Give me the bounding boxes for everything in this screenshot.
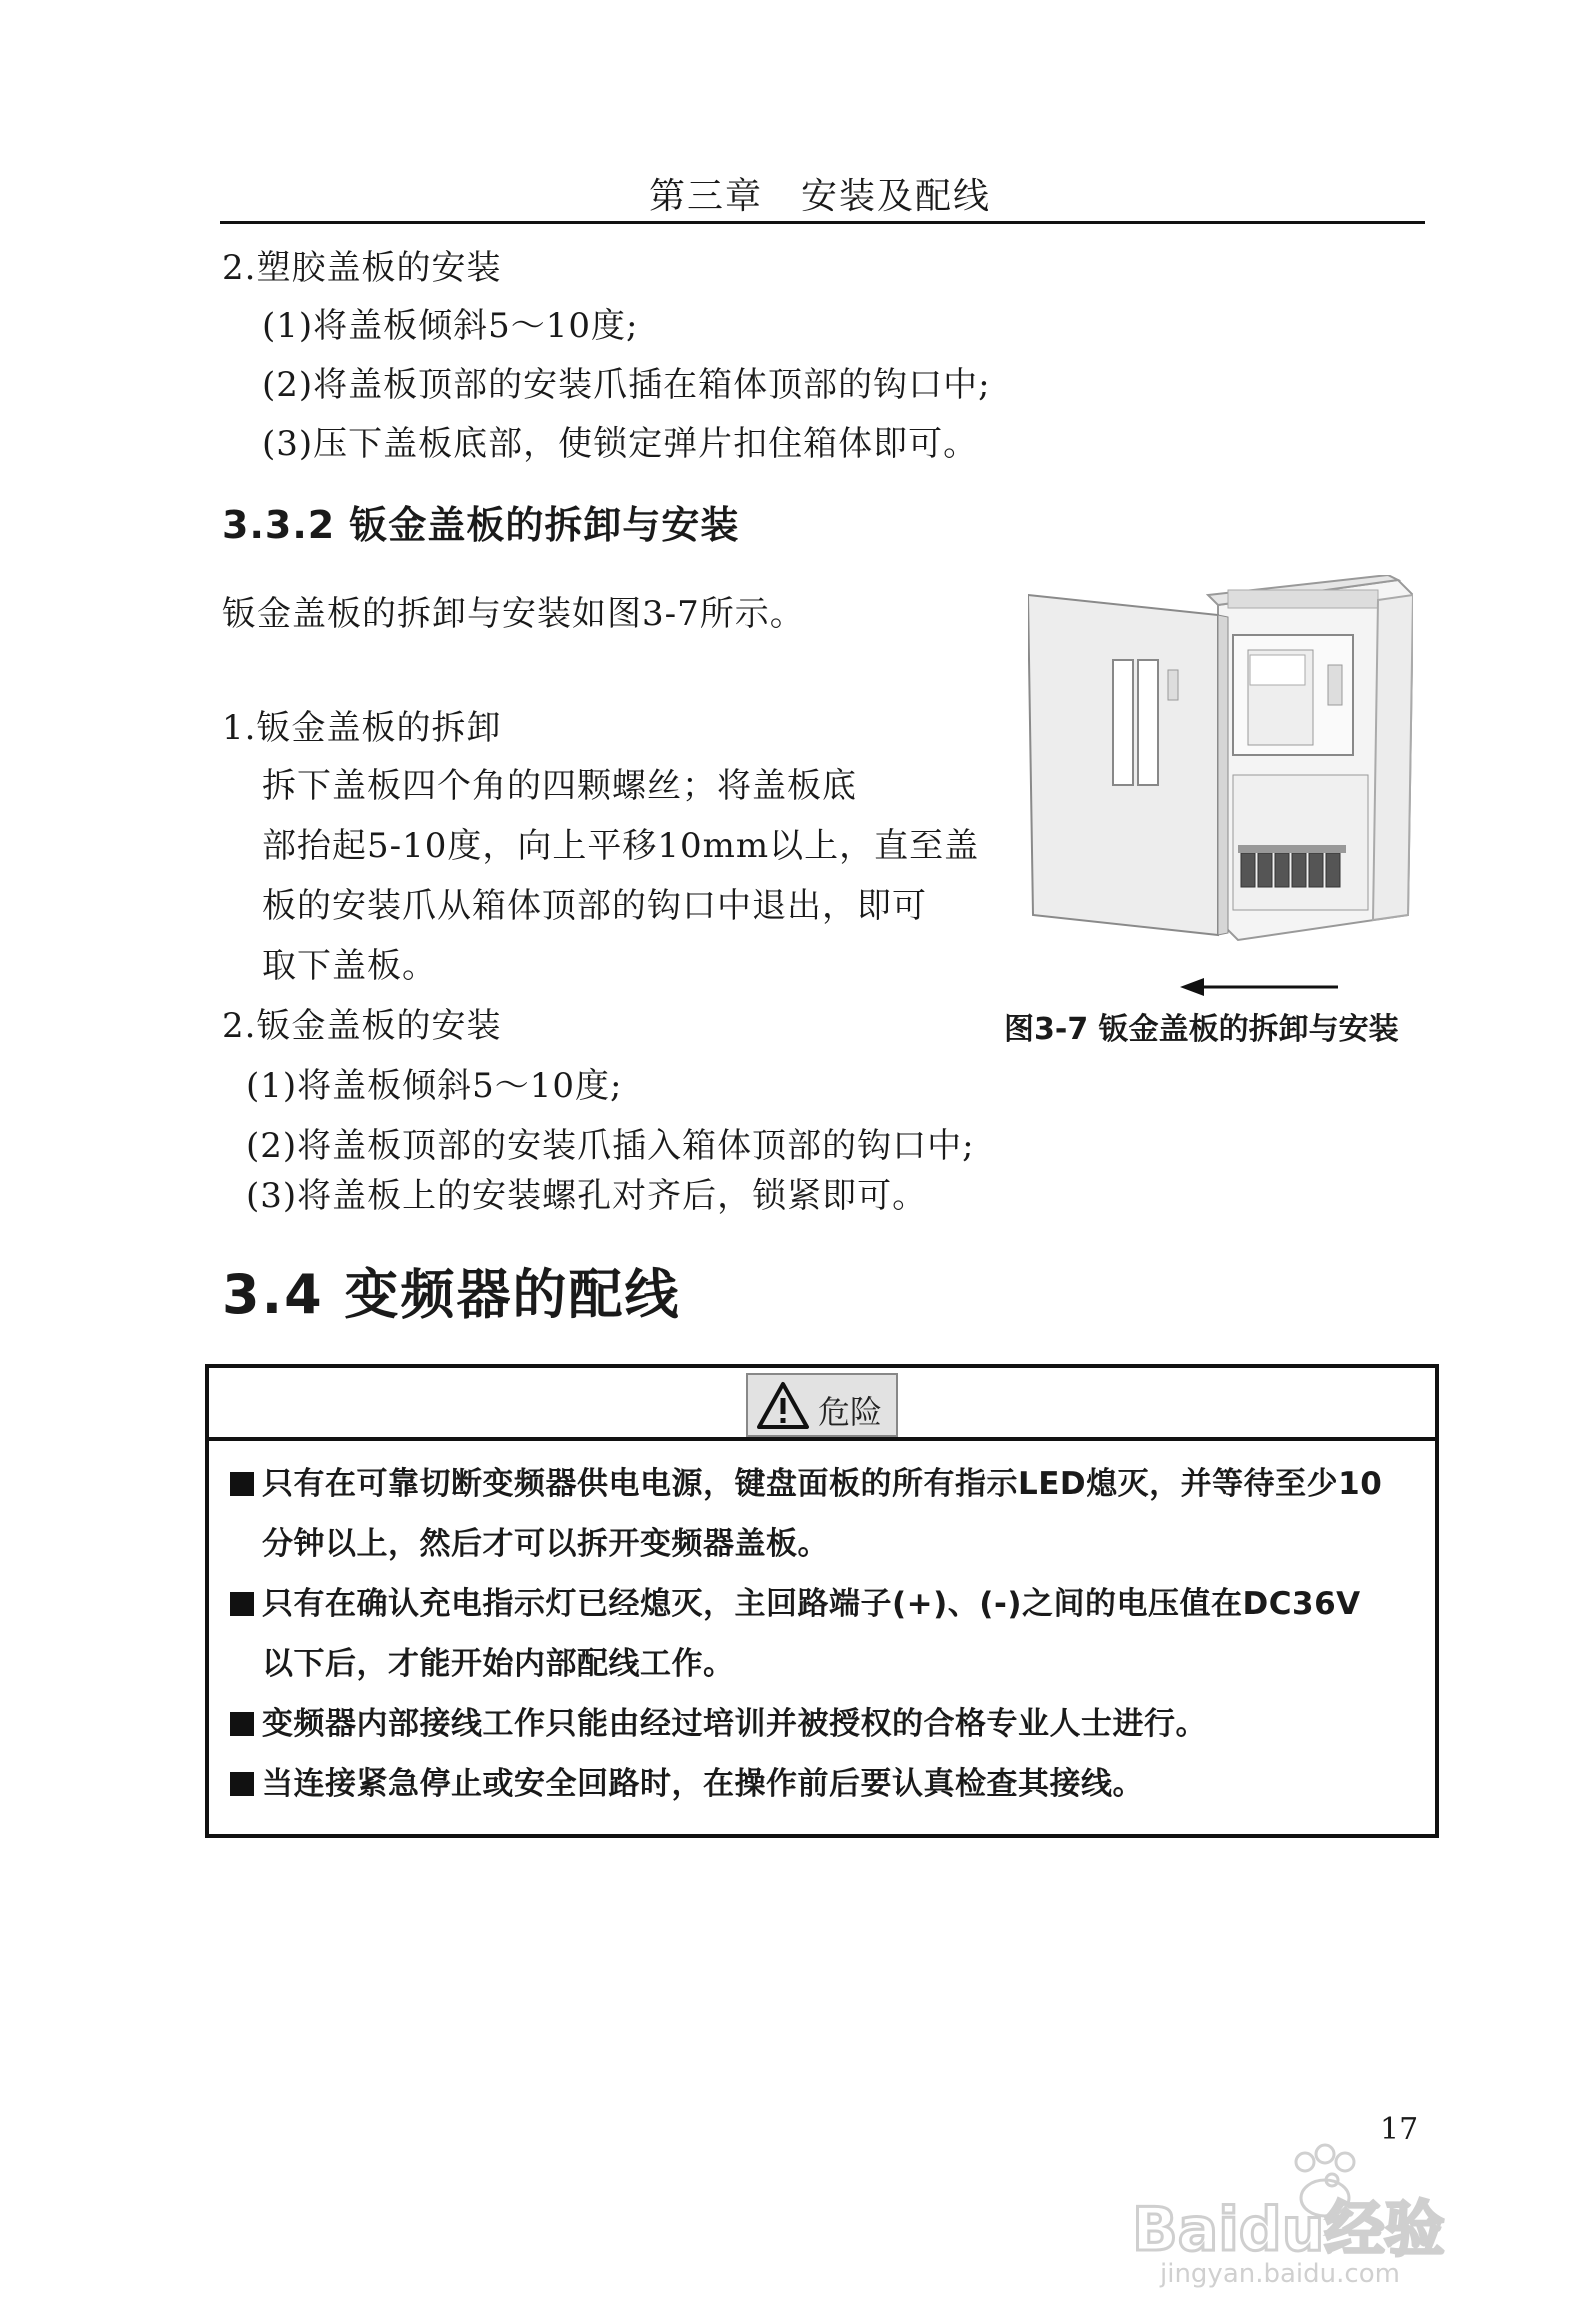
plastic-install-step-1: (1)将盖板倾斜5～10度;	[262, 306, 639, 346]
metal-install-step-3: (3)将盖板上的安装螺孔对齐后，锁紧即可。	[246, 1176, 928, 1216]
baidu-jingyan-watermark	[1120, 2140, 1500, 2290]
removal-heading: 1.钣金盖板的拆卸	[222, 708, 502, 748]
danger-line-3: 变频器内部接线工作只能由经过培训并被授权的合格专业人士进行。	[230, 1698, 1207, 1743]
svg-text:Baidu经验: Baidu经验	[1132, 2195, 1445, 2265]
danger-badge	[746, 1373, 898, 1437]
inverter-cover-figure	[1028, 575, 1413, 945]
figure-caption: 图3-7 钣金盖板的拆卸与安装	[1004, 1012, 1399, 1047]
section-332-heading: 3.3.2 钣金盖板的拆卸与安装	[222, 503, 740, 547]
removal-line-3: 板的安装爪从箱体顶部的钩口中退出，即可	[262, 886, 927, 926]
danger-line-1: 只有在可靠切断变频器供电电源，键盘面板的所有指示LED熄灭，并等待至少10	[230, 1458, 1382, 1503]
warning-triangle-icon	[756, 1381, 810, 1431]
danger-label: 危险	[818, 1393, 883, 1431]
direction-arrow-icon	[1180, 975, 1340, 999]
removal-line-1: 拆下盖板四个角的四颗螺丝；将盖板底	[262, 766, 857, 806]
header-rule	[220, 221, 1425, 224]
plastic-install-heading: 2.塑胶盖板的安装	[222, 248, 502, 288]
removal-line-4: 取下盖板。	[262, 946, 437, 986]
danger-line-1-cont: 分钟以上，然后才可以拆开变频器盖板。	[262, 1526, 829, 1562]
plastic-install-step-2: (2)将盖板顶部的安装爪插在箱体顶部的钩口中;	[262, 365, 991, 405]
danger-box-divider	[205, 1437, 1439, 1441]
danger-line-4: 当连接紧急停止或安全回路时，在操作前后要认真检查其接线。	[230, 1758, 1144, 1803]
bullet-icon	[230, 1772, 254, 1796]
page-number: 17	[1380, 2112, 1419, 2147]
bullet-icon	[230, 1592, 254, 1616]
bullet-icon	[230, 1712, 254, 1736]
danger-line-2: 只有在确认充电指示灯已经熄灭，主回路端子(+)、(-)之间的电压值在DC36V	[230, 1578, 1361, 1623]
svg-text:jingyan.baidu.com: jingyan.baidu.com	[1160, 2259, 1400, 2289]
section-332-intro: 钣金盖板的拆卸与安装如图3-7所示。	[222, 594, 805, 634]
plastic-install-step-3: (3)压下盖板底部，使锁定弹片扣住箱体即可。	[262, 424, 979, 464]
metal-install-step-1: (1)将盖板倾斜5～10度;	[246, 1066, 623, 1106]
removal-line-2: 部抬起5-10度，向上平移10mm以上，直至盖	[262, 826, 980, 866]
section-34-heading: 3.4 变频器的配线	[222, 1263, 681, 1326]
bullet-icon	[230, 1472, 254, 1496]
metal-install-step-2: (2)将盖板顶部的安装爪插入箱体顶部的钩口中;	[246, 1126, 975, 1166]
chapter-header: 第三章 安装及配线	[648, 176, 991, 217]
danger-line-2-cont: 以下后，才能开始内部配线工作。	[262, 1646, 735, 1682]
metal-install-heading: 2.钣金盖板的安装	[222, 1006, 502, 1046]
